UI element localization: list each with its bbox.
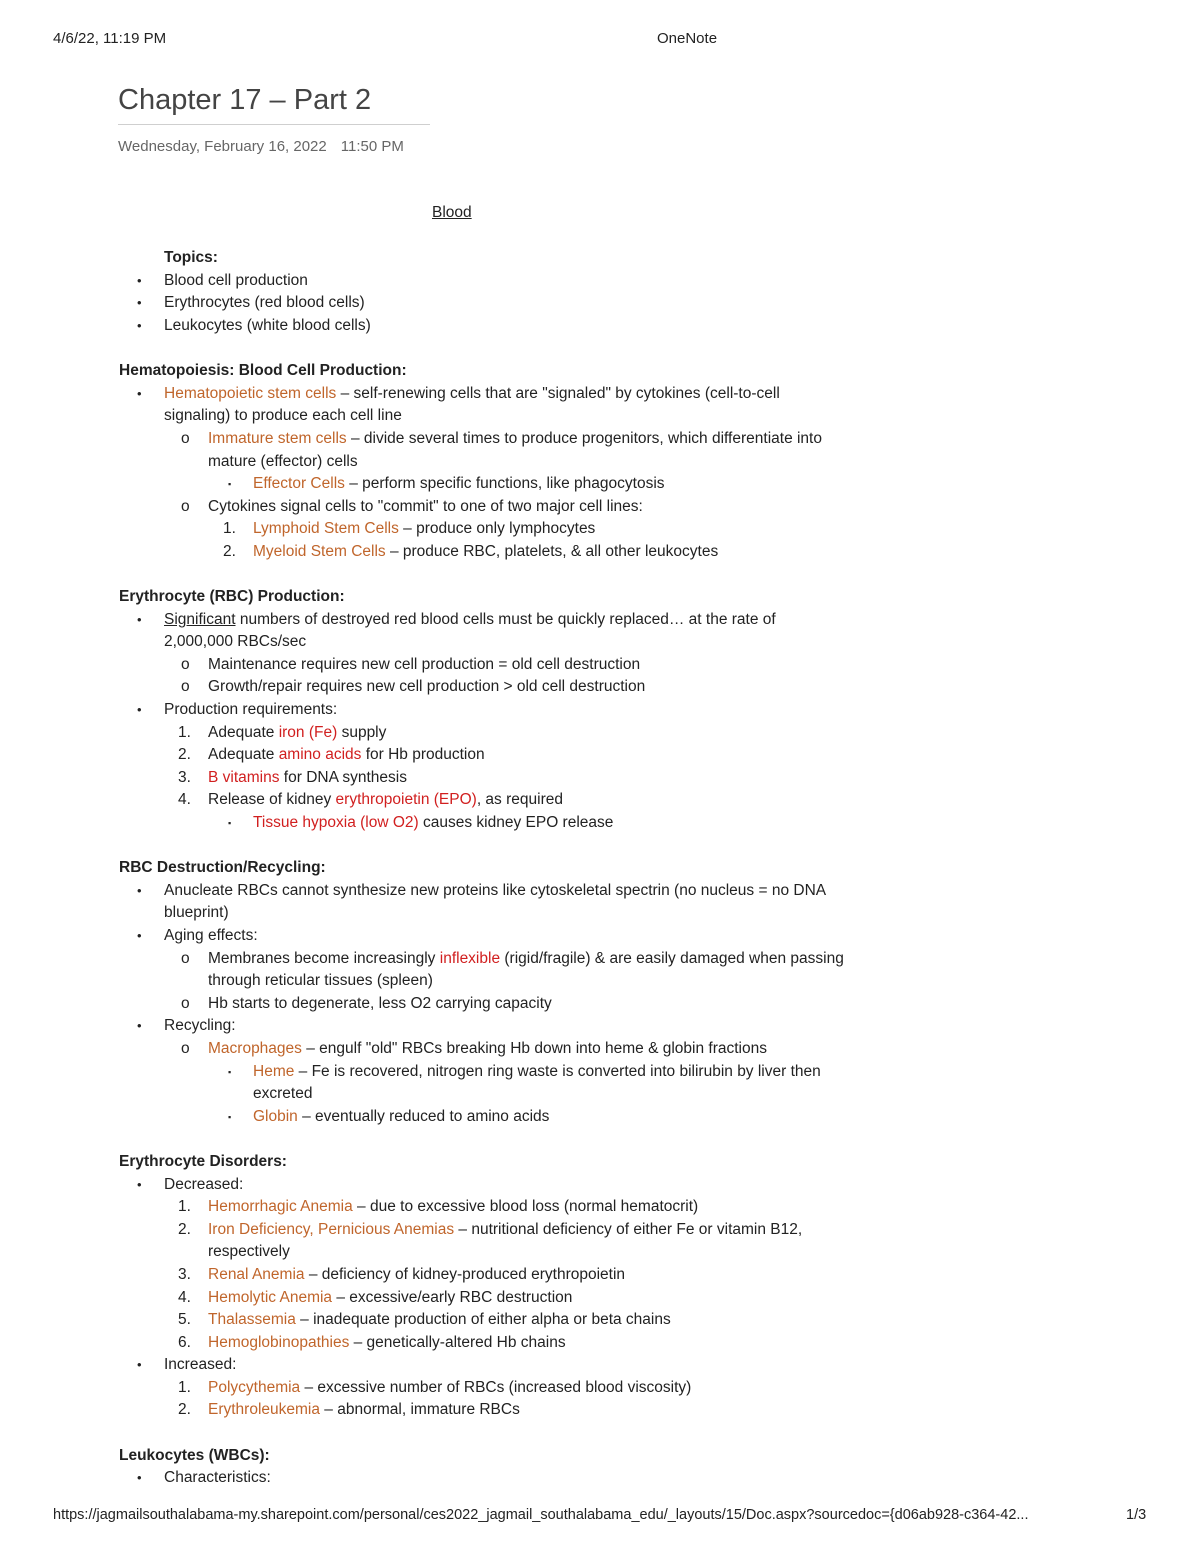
number-marker: 6. — [178, 1333, 191, 1351]
list-item: 4. Release of kidney erythropoietin (EPO), as required — [0, 789, 1200, 812]
list-item: o Macrophages – engulf "old" RBCs breaking Hb down into heme & globin fractions — [0, 1038, 1200, 1061]
list-item: 2. Myeloid Stem Cells – produce RBC, platelets, & all other leukocytes — [0, 541, 1200, 564]
page-time: 11:50 PM — [340, 138, 404, 155]
bullet-marker: • — [137, 1357, 142, 1373]
list-item-continuation: blueprint) — [164, 904, 229, 922]
section-heading-rbc-destruction: RBC Destruction/Recycling: — [119, 859, 326, 877]
list-item: 2. Adequate amino acids for Hb production — [0, 744, 1200, 767]
term: Macrophages — [208, 1039, 302, 1057]
number-marker: 4. — [178, 1288, 191, 1306]
term: Hemorrhagic Anemia — [208, 1198, 353, 1216]
list-item: 3. B vitamins for DNA synthesis — [0, 767, 1200, 790]
bullet-marker: • — [137, 1470, 142, 1486]
list-item: 1. Hemorrhagic Anemia – due to excessive blood loss (normal hematocrit) — [0, 1196, 1200, 1219]
circle-marker: o — [181, 994, 190, 1012]
list-item: o Cytokines signal cells to "commit" to one of two major cell lines: — [0, 496, 1200, 519]
list-item: 3. Renal Anemia – deficiency of kidney-produced erythropoietin — [0, 1264, 1200, 1287]
bullet-marker: • — [137, 611, 142, 627]
list-item-continuation: 2,000,000 RBCs/sec — [164, 633, 307, 651]
number-marker: 2. — [178, 1401, 191, 1419]
number-marker: 1. — [178, 723, 191, 741]
circle-marker: o — [181, 949, 190, 967]
square-marker: ▪ — [228, 1111, 232, 1122]
list-item: • Aging effects: — [0, 925, 1200, 948]
underlined-word: Significant — [164, 610, 236, 628]
number-marker: 3. — [178, 1265, 191, 1283]
list-item-continuation: excreted — [253, 1085, 313, 1103]
term: erythropoietin (EPO) — [335, 791, 477, 809]
list-item: 1. Lymphoid Stem Cells – produce only lymphocytes — [0, 518, 1200, 541]
circle-marker: o — [181, 655, 190, 673]
list-item: • Production requirements: — [0, 699, 1200, 722]
number-marker: 2. — [178, 746, 191, 764]
number-marker: 5. — [178, 1311, 191, 1329]
page-title: Chapter 17 – Part 2 — [118, 84, 372, 116]
list-item: • Erythrocytes (red blood cells) — [0, 292, 1200, 315]
term: amino acids — [278, 746, 362, 764]
number-marker: 4. — [178, 791, 191, 809]
bullet-marker: • — [137, 928, 142, 943]
list-item-continuation: signaling) to produce each cell line — [164, 407, 402, 425]
list-item: ▪ Effector Cells – perform specific functions, like phagocytosis — [0, 473, 1200, 496]
term: Hematopoietic stem cells — [164, 384, 337, 402]
list-item: o Hb starts to degenerate, less O2 carrying capacity — [0, 993, 1200, 1016]
title-divider — [118, 124, 430, 125]
list-item: 6. Hemoglobinopathies – genetically-altered Hb chains — [0, 1332, 1200, 1355]
term: iron (Fe) — [278, 723, 338, 741]
square-marker: ▪ — [228, 1066, 232, 1077]
section-heading-hematopoiesis: Hematopoiesis: Blood Cell Production: — [119, 362, 407, 380]
list-item: o Immature stem cells – divide several times to produce progenitors, which differentiate into — [0, 428, 1200, 451]
section-heading-erythrocyte-disorders: Erythrocyte Disorders: — [119, 1152, 287, 1170]
list-item: • Decreased: — [0, 1174, 1200, 1197]
bullet-marker: • — [137, 702, 142, 718]
term: Tissue hypoxia (low O2) — [253, 814, 419, 832]
circle-marker: o — [181, 497, 190, 515]
list-item: 2. Iron Deficiency, Pernicious Anemias – nutritional deficiency of either Fe or vitamin B12, — [0, 1219, 1200, 1242]
section-heading-leukocytes: Leukocytes (WBCs): — [119, 1446, 270, 1464]
list-item: 4. Hemolytic Anemia – excessive/early RBC destruction — [0, 1287, 1200, 1310]
list-item: o Membranes become increasingly inflexible (rigid/fragile) & are easily damaged when passing — [0, 948, 1200, 971]
list-item: • Increased: — [0, 1354, 1200, 1377]
bullet-marker: • — [137, 1018, 142, 1034]
list-item-continuation: mature (effector) cells — [208, 452, 358, 470]
note-body — [0, 202, 1200, 1490]
bullet-marker: • — [137, 882, 142, 898]
term: Globin — [253, 1107, 298, 1125]
number-marker: 2. — [178, 1220, 191, 1238]
term: inflexible — [439, 949, 501, 967]
list-item: • Significant numbers of destroyed red blood cells must be quickly replaced… at the rate of — [0, 609, 1200, 632]
term: B vitamins — [208, 768, 280, 786]
term: Renal Anemia — [208, 1265, 305, 1283]
term: Immature stem cells — [208, 429, 347, 447]
term: Hemolytic Anemia — [208, 1288, 333, 1306]
print-footer-page: 1/3 — [1126, 1507, 1147, 1523]
term: Heme — [253, 1062, 295, 1080]
print-header-app: OneNote — [657, 30, 718, 47]
circle-marker: o — [181, 429, 190, 447]
square-marker: ▪ — [228, 479, 232, 490]
print-footer-url: https://jagmailsouthalabama-my.sharepoint.com/personal/ces2022_jagmail_southalabama_edu/_layouts/15/Doc.aspx?sourcedoc={d06ab928-c364-42... — [53, 1507, 1029, 1523]
bullet-marker: • — [137, 1176, 142, 1192]
bullet-marker: • — [137, 385, 142, 401]
list-item: • Anucleate RBCs cannot synthesize new proteins like cytoskeletal spectrin (no nucleus = no DNA — [0, 880, 1200, 903]
list-item: 5. Thalassemia – inadequate production of either alpha or beta chains — [0, 1309, 1200, 1332]
list-item: o Growth/repair requires new cell production > old cell destruction — [0, 676, 1200, 699]
term: Iron Deficiency, Pernicious Anemias — [208, 1220, 455, 1238]
list-item: • Recycling: — [0, 1015, 1200, 1038]
number-marker: 2. — [223, 542, 236, 560]
number-marker: 1. — [178, 1198, 191, 1216]
circle-marker: o — [181, 678, 190, 696]
list-item: • Characteristics: — [0, 1467, 1200, 1490]
number-marker: 3. — [178, 768, 191, 786]
print-header-datetime: 4/6/22, 11:19 PM — [53, 30, 167, 47]
list-item: ▪ Tissue hypoxia (low O2) causes kidney EPO release — [0, 812, 1200, 835]
list-item: • Blood cell production — [0, 270, 1200, 293]
bullet-marker: • — [137, 272, 142, 288]
square-marker: ▪ — [228, 818, 232, 829]
list-item: • Hematopoietic stem cells – self-renewing cells that are "signaled" by cytokines (cell-to-cell — [0, 383, 1200, 406]
term: Lymphoid Stem Cells — [253, 520, 399, 538]
section-heading-rbc-production: Erythrocyte (RBC) Production: — [119, 588, 345, 606]
term: Hemoglobinopathies — [208, 1333, 350, 1351]
list-item-continuation: respectively — [208, 1243, 290, 1261]
term: Polycythemia — [208, 1378, 301, 1396]
list-item: • Leukocytes (white blood cells) — [0, 315, 1200, 338]
bullet-marker: • — [137, 295, 142, 311]
list-item: o Maintenance requires new cell production = old cell destruction — [0, 654, 1200, 677]
list-item: 2. Erythroleukemia – abnormal, immature RBCs — [0, 1399, 1200, 1422]
heading-blood: Blood — [432, 204, 472, 221]
term: Erythroleukemia — [208, 1401, 320, 1419]
bullet-marker: • — [137, 317, 142, 333]
page-date — [118, 138, 404, 155]
list-item-continuation: through reticular tissues (spleen) — [208, 972, 433, 990]
number-marker: 1. — [223, 520, 236, 538]
term: Thalassemia — [208, 1311, 296, 1329]
number-marker: 1. — [178, 1378, 191, 1396]
page-date-day: Wednesday, February 16, 2022 — [118, 138, 327, 155]
topics-label: Topics: — [164, 249, 218, 267]
list-item: ▪ Heme – Fe is recovered, nitrogen ring waste is converted into bilirubin by liver then — [0, 1061, 1200, 1084]
list-item: 1. Polycythemia – excessive number of RBCs (increased blood viscosity) — [0, 1377, 1200, 1400]
term: Myeloid Stem Cells — [253, 542, 386, 560]
term: Effector Cells — [253, 475, 345, 493]
list-item: ▪ Globin – eventually reduced to amino acids — [0, 1106, 1200, 1129]
list-item: 1. Adequate iron (Fe) supply — [0, 722, 1200, 745]
circle-marker: o — [181, 1039, 190, 1057]
